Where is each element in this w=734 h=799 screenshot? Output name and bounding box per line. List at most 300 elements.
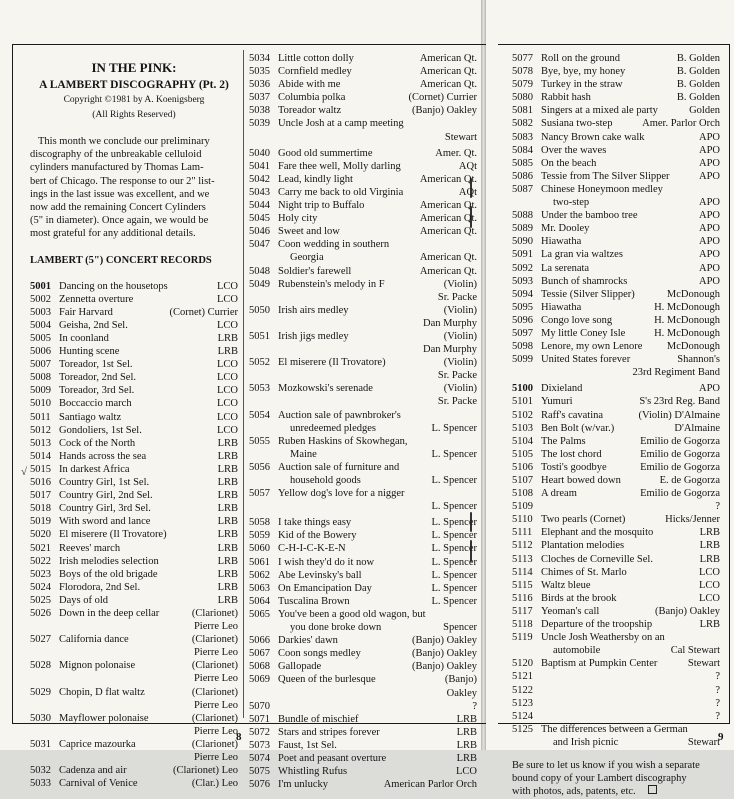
record-row <box>30 476 238 489</box>
record-artist-cont: Sr. Packe <box>437 396 477 408</box>
record-artist: (Clarionet) <box>191 607 238 619</box>
record-number: 5003 <box>30 306 51 318</box>
record-artist: American Qt. <box>419 213 477 225</box>
record-title: Cloches de Corneville Sel. <box>541 553 653 565</box>
record-number: 5118 <box>512 619 533 631</box>
record-title: Santiago waltz <box>59 411 122 423</box>
record-artist: L. Spencer <box>431 475 477 486</box>
record-row <box>512 144 720 157</box>
record-row <box>512 65 720 78</box>
record-row <box>512 526 720 539</box>
record-row <box>512 248 720 261</box>
record-artist: (Violin) <box>443 304 477 316</box>
record-artist: ? <box>715 671 720 683</box>
record-artist: (Banjo) Oakley <box>411 635 477 647</box>
record-artist: LRB <box>217 503 238 515</box>
record-artist: American Qt. <box>419 200 477 212</box>
copyright-line: Copyright ©1981 by A. Koenigsberg <box>63 95 205 105</box>
record-title-cont: and Irish picnic <box>553 736 619 748</box>
record-artist: (Banjo) Oakley <box>411 661 477 673</box>
record-number: 5024 <box>30 581 51 593</box>
record-row-cont <box>249 422 477 435</box>
record-artist: LRB <box>699 540 720 552</box>
record-number: 5056 <box>249 461 270 473</box>
record-row <box>512 78 720 91</box>
record-artist: (Violin) <box>443 383 477 395</box>
record-artist: APO <box>698 144 720 156</box>
record-title: Two pearls (Cornet) <box>541 514 626 526</box>
record-number: 5042 <box>249 173 270 185</box>
record-title: Fare thee well, Molly darling <box>278 160 401 172</box>
record-number: 5046 <box>249 226 270 238</box>
record-title-cont: Georgia <box>290 252 324 264</box>
record-title: Irish melodies selection <box>59 555 159 567</box>
record-number: 5022 <box>30 555 51 567</box>
record-row <box>249 556 477 569</box>
record-row <box>30 764 238 777</box>
record-artist: APO <box>698 131 720 143</box>
pencil-check-mark: √ <box>21 466 28 478</box>
record-artist-cont: Stewart <box>444 131 477 143</box>
record-artist: AQt <box>458 186 477 198</box>
record-title: Rubenstein's melody in F <box>278 278 385 290</box>
record-row <box>249 330 477 343</box>
record-artist: LRB <box>456 739 477 751</box>
record-number: 5041 <box>249 160 270 172</box>
record-title: Chopin, D flat waltz <box>59 686 145 698</box>
record-number: 5065 <box>249 608 270 620</box>
record-artist: LRB <box>217 490 238 502</box>
record-title: C-H-I-C-K-E-N <box>278 543 346 555</box>
record-row <box>512 500 720 513</box>
column-1 <box>30 52 238 790</box>
record-number: 5032 <box>30 765 51 777</box>
record-title: Rabbit hash <box>541 92 591 104</box>
record-row <box>249 186 477 199</box>
record-row <box>249 65 477 78</box>
record-artist: (Cornet) Currier <box>408 92 477 104</box>
record-artist: McDonough <box>666 288 720 300</box>
section-heading: LAMBERT (5") CONCERT RECORDS <box>30 254 212 266</box>
record-title: Reeves' march <box>59 542 121 554</box>
record-title: Irish jigs medley <box>278 330 349 342</box>
record-number: 5096 <box>512 314 533 326</box>
record-title: Yumuri <box>541 396 573 408</box>
record-title: I'm unlucky <box>278 779 329 791</box>
record-title: Poet and peasant overture <box>278 752 387 764</box>
record-number: 5002 <box>30 293 51 305</box>
record-title: In darkest Africa <box>59 463 130 475</box>
record-artist: APO <box>698 170 720 182</box>
record-artist: (Clarionet) <box>191 660 238 672</box>
record-row <box>512 631 720 644</box>
intro-line: discography of the unbreakable celluloid <box>30 149 202 161</box>
record-number: 5028 <box>30 660 51 672</box>
record-row <box>249 356 477 369</box>
record-number: 5060 <box>249 543 270 555</box>
record-row <box>249 647 477 660</box>
record-title: Sweet and low <box>278 226 340 238</box>
record-number: 5057 <box>249 488 270 500</box>
record-artist: (Violin) <box>443 330 477 342</box>
record-number: 5005 <box>30 333 51 344</box>
record-title: Irish airs medley <box>278 304 349 316</box>
record-title: Turkey in the straw <box>541 79 623 91</box>
record-title <box>541 684 712 697</box>
record-title: The differences between a German <box>541 723 688 735</box>
record-row <box>249 147 477 160</box>
record-number: 5016 <box>30 477 51 489</box>
record-artist-cont: Dan Murphy <box>423 344 477 356</box>
record-list-3 <box>512 52 720 749</box>
record-row <box>249 104 477 117</box>
record-title: Mignon polonaise <box>59 660 136 672</box>
record-number: 5090 <box>512 236 533 248</box>
record-title: The lost chord <box>541 448 602 460</box>
record-title: Carnival of Venice <box>59 778 138 790</box>
record-artist: APO <box>698 157 720 169</box>
record-title: Country Girl, 1st Sel. <box>59 477 150 489</box>
record-number: 5082 <box>512 118 533 130</box>
record-artist: LRB <box>217 581 238 593</box>
record-artist: American Qt. <box>419 226 477 238</box>
record-row <box>30 463 238 476</box>
indent <box>249 474 278 487</box>
record-artist: American Qt. <box>419 252 477 264</box>
record-row <box>512 222 720 235</box>
record-artist: Shannon's <box>677 354 720 366</box>
record-row <box>30 489 238 502</box>
record-number: 5094 <box>512 288 533 300</box>
record-artist: LRB <box>217 477 238 489</box>
record-row <box>249 212 477 225</box>
record-number: 5084 <box>512 144 533 156</box>
record-number: 5034 <box>249 53 270 64</box>
record-number: 5036 <box>249 79 270 91</box>
record-title: Coon songs medley <box>278 648 361 660</box>
footnote-line: Be sure to let us know if you wish a separate <box>512 759 700 771</box>
record-title: In coonland <box>59 333 109 344</box>
record-row-cont <box>512 196 720 209</box>
record-number: 5048 <box>249 265 270 277</box>
record-number: 5106 <box>512 461 533 473</box>
record-row <box>249 173 477 186</box>
record-number: 5019 <box>30 516 51 528</box>
record-title <box>278 700 469 713</box>
record-number: 5014 <box>30 450 51 462</box>
record-title: On the beach <box>541 157 597 169</box>
record-title: Raff's cavatina <box>541 409 604 421</box>
record-number: 5080 <box>512 92 533 104</box>
record-row <box>512 513 720 526</box>
record-number: 5124 <box>512 710 533 722</box>
record-row <box>512 539 720 552</box>
record-title: Auction sale of pawnbroker's <box>278 409 401 421</box>
record-row <box>249 726 477 739</box>
record-artist-cont: Dan Murphy <box>423 317 477 329</box>
record-title: Waltz bleue <box>541 579 591 591</box>
record-artist: Stewart <box>687 736 720 748</box>
record-row <box>249 595 477 608</box>
record-artist-cont: Pierre Leo <box>193 699 238 711</box>
record-row <box>249 278 477 291</box>
record-artist: LCO <box>217 424 238 436</box>
record-row <box>512 340 720 353</box>
record-title: Cock of the North <box>59 437 136 449</box>
indent <box>249 251 278 264</box>
record-artist: APO <box>698 275 720 287</box>
record-artist-cont: Pierre Leo <box>193 621 238 633</box>
record-number: 5117 <box>512 605 533 617</box>
end-box-icon <box>648 785 657 794</box>
record-title: Country Girl, 2nd Sel. <box>59 490 153 502</box>
record-number: 5123 <box>512 697 533 709</box>
record-number: 5030 <box>30 712 51 724</box>
record-row <box>30 371 238 384</box>
record-number: 5070 <box>249 700 270 712</box>
intro-line: ings in the last issue was excellent, and we <box>30 188 210 200</box>
record-number: 5037 <box>249 92 270 104</box>
record-title: Chinese Honeymoon medley <box>541 183 663 195</box>
record-row <box>30 659 238 672</box>
record-title: Dancing on the housetops <box>59 280 168 292</box>
record-artist: APO <box>698 262 720 274</box>
record-number: 5008 <box>30 372 51 384</box>
record-row <box>512 235 720 248</box>
record-number: 5088 <box>512 210 533 222</box>
record-number: 5120 <box>512 658 533 670</box>
record-number: 5027 <box>30 634 51 646</box>
record-number: 5083 <box>512 131 533 143</box>
record-title: My little Coney Isle <box>541 327 626 339</box>
record-row <box>249 225 477 238</box>
record-artist: L. Spencer <box>431 569 477 581</box>
record-number: 5079 <box>512 79 533 91</box>
record-artist: LRB <box>699 619 720 631</box>
record-artist: H. McDonough <box>654 314 720 326</box>
record-number: 5072 <box>249 726 270 738</box>
record-title: Bye, bye, my honey <box>541 66 626 78</box>
record-row <box>512 487 720 500</box>
record-number: 5073 <box>249 739 270 751</box>
record-row <box>512 448 720 461</box>
record-list-1 <box>30 280 238 791</box>
record-title: Carry me back to old Virginia <box>278 186 404 198</box>
record-number: 5116 <box>512 592 533 604</box>
record-artist: LCO <box>217 385 238 397</box>
record-title: Elephant and the mosquito <box>541 527 654 539</box>
record-title: La gran via waltzes <box>541 249 623 261</box>
record-title: Little cotton dolly <box>278 53 354 64</box>
record-artist-cont: Pierre Leo <box>193 752 238 763</box>
record-artist: American Qt. <box>419 79 477 91</box>
record-number: 5067 <box>249 648 270 660</box>
record-artist-cont: Sr. Packe <box>437 291 477 303</box>
column-2 <box>249 52 477 791</box>
record-row <box>30 319 238 332</box>
record-number: 5107 <box>512 475 533 486</box>
record-title: Bunch of shamrocks <box>541 275 628 287</box>
record-row <box>30 332 238 345</box>
record-title: Mozkowski's serenade <box>278 383 373 395</box>
record-title-cont: automobile <box>553 645 601 657</box>
record-row <box>512 314 720 327</box>
record-row <box>30 607 238 620</box>
record-row <box>512 409 720 422</box>
record-number: 5095 <box>512 301 533 313</box>
article-subtitle: A LAMBERT DISCOGRAPHY (Pt. 2) <box>39 79 229 91</box>
record-row <box>512 131 720 144</box>
record-artist: L. Spencer <box>431 595 477 607</box>
record-artist: Golden <box>689 105 720 117</box>
indent <box>512 644 541 657</box>
record-artist: L. Spencer <box>431 530 477 542</box>
record-artist: LRB <box>699 527 720 539</box>
record-title: Ruben Haskins of Skowhegan, <box>278 435 408 447</box>
record-artist: B. Golden <box>676 66 720 78</box>
record-row <box>512 117 720 130</box>
record-artist: McDonough <box>666 341 720 353</box>
record-number: 5052 <box>249 357 270 369</box>
record-title: Stars and stripes forever <box>278 726 380 738</box>
record-number: 5075 <box>249 766 270 778</box>
record-row <box>249 516 477 529</box>
record-title: El miserere (Il Trovatore) <box>278 357 386 369</box>
record-row <box>512 262 720 275</box>
record-artist: LCO <box>217 359 238 371</box>
record-row <box>512 684 720 697</box>
record-row <box>249 634 477 647</box>
record-title: Singers at a mixed ale party <box>541 105 658 117</box>
record-row <box>30 280 238 293</box>
record-title: Nancy Brown cake walk <box>541 131 645 143</box>
page-number-right: 9 <box>718 731 724 743</box>
record-artist: (Banjo) Oakley <box>411 105 477 117</box>
record-row <box>30 738 238 751</box>
record-artist: (Clarionet) <box>191 634 238 646</box>
record-row <box>249 752 477 765</box>
record-number: 5050 <box>249 304 270 316</box>
intro-line: This month we conclude our preliminary <box>38 136 210 147</box>
record-number: 5121 <box>512 671 533 683</box>
record-title: Abe Levinsky's ball <box>278 569 362 581</box>
record-number: 5011 <box>30 411 51 423</box>
record-artist-cont: Pierre Leo <box>193 725 238 737</box>
record-row <box>512 275 720 288</box>
record-number: 5076 <box>249 779 270 791</box>
record-title: Mr. Dooley <box>541 223 590 235</box>
record-row <box>249 265 477 278</box>
record-row <box>512 697 720 710</box>
record-artist: LRB <box>217 555 238 567</box>
record-row-cont <box>512 736 720 749</box>
record-row <box>512 395 720 408</box>
record-row <box>30 686 238 699</box>
record-number: 5114 <box>512 566 533 578</box>
record-artist: Amer. Qt. <box>435 147 477 159</box>
record-row <box>30 411 238 424</box>
record-artist: LCO <box>217 280 238 292</box>
record-title: I wish they'd do it now <box>278 556 375 568</box>
record-title: United States forever <box>541 354 631 366</box>
record-number: 5099 <box>512 354 533 366</box>
record-artist: ? <box>715 710 720 722</box>
record-artist: (Clarionet) <box>191 712 238 724</box>
record-row <box>30 555 238 568</box>
record-row <box>249 160 477 173</box>
record-title: Roll on the ground <box>541 53 621 64</box>
record-row <box>249 199 477 212</box>
record-title: The Palms <box>541 435 586 447</box>
record-row <box>512 170 720 183</box>
record-title: Holy city <box>278 213 318 225</box>
record-number: 5026 <box>30 607 51 619</box>
record-title: Congo love song <box>541 314 613 326</box>
record-title: Toreador waltz <box>278 105 342 117</box>
record-title: El miserere (Il Trovatore) <box>59 529 167 541</box>
footnote-text: with photos, ads, patents, etc. <box>512 786 636 798</box>
record-row <box>30 358 238 371</box>
record-title: Boys of the old brigade <box>59 568 158 580</box>
record-title: Queen of the burlesque <box>278 674 376 686</box>
record-title <box>541 670 712 683</box>
record-artist: (Violin) <box>443 357 477 369</box>
record-artist: LCO <box>699 579 720 591</box>
record-number: 5012 <box>30 424 51 436</box>
record-artist: H. McDonough <box>654 301 720 313</box>
record-artist: L. Spencer <box>431 543 477 555</box>
record-number: 5125 <box>512 723 533 735</box>
record-title <box>541 710 712 723</box>
record-row-cont <box>249 448 477 461</box>
record-row <box>249 673 477 686</box>
record-title: A dream <box>541 488 577 500</box>
record-row <box>249 569 477 582</box>
record-artist: LRB <box>456 713 477 725</box>
record-artist: E. de Gogorza <box>659 475 720 486</box>
record-title: Night trip to Buffalo <box>278 200 365 212</box>
record-number: 5111 <box>512 527 533 539</box>
record-row <box>512 435 720 448</box>
record-row <box>30 345 238 358</box>
record-artist: LRB <box>217 333 238 344</box>
record-artist: American Qt. <box>419 173 477 185</box>
record-title: Florodora, 2nd Sel. <box>59 581 141 593</box>
record-number: 5119 <box>512 632 533 644</box>
record-row <box>30 424 238 437</box>
record-row <box>512 91 720 104</box>
record-row <box>249 238 477 251</box>
record-artist: APO <box>698 210 720 222</box>
record-artist: Spencer <box>443 622 477 634</box>
record-artist: B. Golden <box>676 79 720 91</box>
record-row <box>30 581 238 594</box>
record-row <box>249 608 477 621</box>
record-number: 5010 <box>30 398 51 410</box>
record-artist: APO <box>698 197 720 209</box>
footnote-line <box>512 785 720 798</box>
record-row <box>249 91 477 104</box>
record-title: Caprice mazourka <box>59 738 136 750</box>
record-list-2 <box>249 52 477 791</box>
record-artist: LRB <box>217 542 238 554</box>
record-row <box>249 409 477 422</box>
record-number: 5007 <box>30 359 51 371</box>
record-number: 5047 <box>249 239 270 251</box>
article-title: IN THE PINK: <box>91 60 177 75</box>
record-row <box>30 777 238 790</box>
record-row-cont <box>249 474 477 487</box>
